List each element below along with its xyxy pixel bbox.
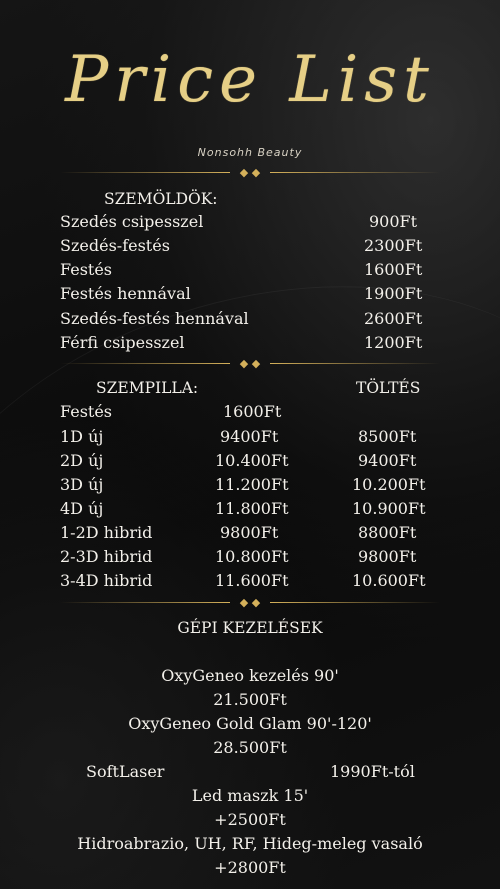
- treatment-hydro: Hidroabrazio, UH, RF, Hideg-meleg vasaló: [77, 834, 423, 853]
- eyebrow-item-name: Szedés-festés hennával: [60, 309, 249, 328]
- lash-item-refill: 8500Ft: [358, 427, 417, 446]
- section-heading-machine: GÉPI KEZELÉSEK: [177, 619, 323, 637]
- treatment-led: Led maszk 15': [191, 786, 309, 805]
- lash-item-refill: 8800Ft: [358, 523, 417, 542]
- lash-item-refill: 9400Ft: [358, 451, 417, 470]
- lash-item-name: 2D új: [60, 451, 104, 470]
- lash-item-name: 3D új: [60, 475, 104, 494]
- lash-item-price: 11.800Ft: [215, 499, 289, 518]
- ornament-icon: ◆ ◆: [239, 357, 261, 370]
- lash-item-price: 11.200Ft: [215, 475, 289, 494]
- lash-item-name: 1D új: [60, 427, 104, 446]
- eyebrow-item-name: Férfi csipesszel: [60, 333, 185, 352]
- lash-item-refill: 10.200Ft: [352, 475, 426, 494]
- ornament-icon: ◆ ◆: [239, 166, 261, 179]
- treatment-led-price: +2500Ft: [214, 810, 286, 829]
- eyebrow-item-price: 1900Ft: [364, 284, 423, 303]
- lash-item-price: 11.600Ft: [215, 571, 289, 590]
- treatment-oxygeneo-price: 21.500Ft: [213, 690, 287, 709]
- divider-eyebrow: [60, 357, 440, 371]
- eyebrow-item-price: 1600Ft: [364, 260, 423, 279]
- treatment-gold-glam-price: 28.500Ft: [213, 738, 287, 757]
- lash-item-price: 10.800Ft: [215, 547, 289, 566]
- eyebrow-item-price: 900Ft: [369, 212, 418, 231]
- page-title: Price List: [65, 43, 435, 117]
- lash-item-refill: 10.900Ft: [352, 499, 426, 518]
- treatment-gold-glam: OxyGeneo Gold Glam 90'-120': [128, 714, 372, 733]
- lash-item-price: 9800Ft: [220, 523, 279, 542]
- ornament-icon: ◆ ◆: [239, 596, 261, 609]
- eyebrow-item-price: 2600Ft: [364, 309, 423, 328]
- lash-item-name: Festés: [60, 402, 113, 421]
- lash-item-name: 2-3D hibrid: [60, 547, 153, 566]
- treatment-oxygeneo: OxyGeneo kezelés 90': [161, 666, 339, 685]
- lash-item-name: 4D új: [60, 499, 104, 518]
- treatment-softlaser: SoftLaser: [86, 762, 165, 781]
- brand-name: Nonsohh Beauty: [197, 146, 303, 159]
- eyebrow-item-price: 1200Ft: [364, 333, 423, 352]
- lash-item-price: 9400Ft: [220, 427, 279, 446]
- section-heading-lashes: SZEMPILLA:: [96, 379, 199, 397]
- divider-top: [60, 166, 440, 180]
- lash-item-price: 10.400Ft: [215, 451, 289, 470]
- lash-item-name: 1-2D hibrid: [60, 523, 153, 542]
- treatment-softlaser-price: 1990Ft-tól: [330, 762, 415, 781]
- lash-item-price: 1600Ft: [223, 402, 282, 421]
- eyebrow-item-price: 2300Ft: [364, 236, 423, 255]
- eyebrow-item-name: Szedés-festés: [60, 236, 170, 255]
- eyebrow-item-name: Festés hennával: [60, 284, 191, 303]
- eyebrow-item-name: Festés: [60, 260, 113, 279]
- divider-lashes: [60, 596, 440, 610]
- lash-item-refill: 10.600Ft: [352, 571, 426, 590]
- lash-item-name: 3-4D hibrid: [60, 571, 153, 590]
- section-heading-eyebrow: SZEMÖLDÖK:: [104, 190, 218, 208]
- lash-item-refill: 9800Ft: [358, 547, 417, 566]
- eyebrow-item-name: Szedés csipesszel: [60, 212, 204, 231]
- column-heading-refill: TÖLTÉS: [356, 379, 421, 397]
- treatment-hydro-price: +2800Ft: [214, 858, 286, 877]
